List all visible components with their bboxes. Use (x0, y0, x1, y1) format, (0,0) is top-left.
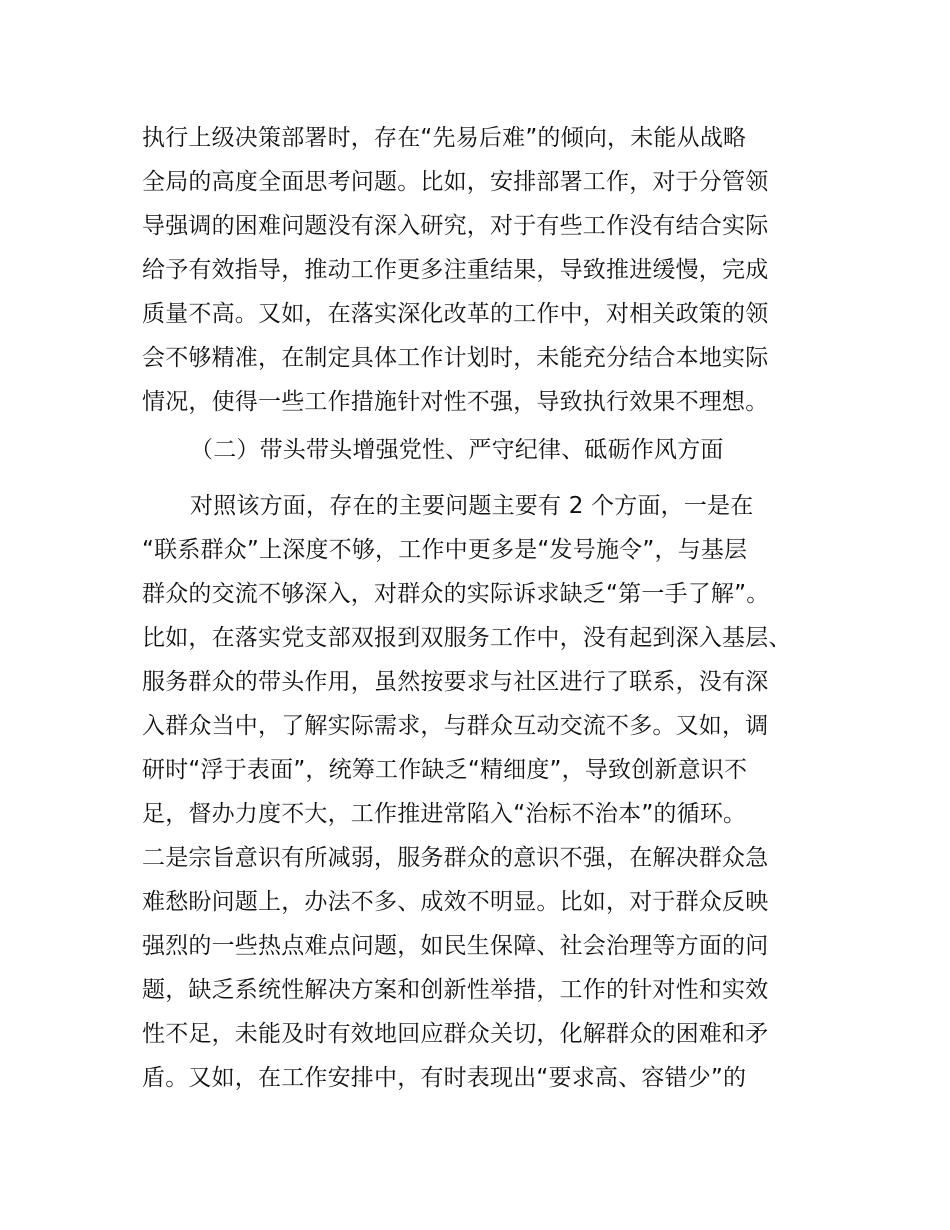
text-line: 盾。又如，在工作安排中，有时表现出“要求高、容错少”的 (142, 1065, 747, 1091)
text-line: 会不够精准，在制定具体工作计划时，未能充分结合本地实际 (142, 345, 769, 371)
paragraph-first-line: 对照该方面，存在的主要问题主要有 2 个方面，一是在 (190, 493, 754, 519)
text-line: 全局的高度全面思考问题。比如，安排部署工作，对于分管领 (142, 169, 769, 195)
text-line: 入群众当中，了解实际需求，与群众互动交流不多。又如，调 (142, 713, 769, 739)
text-line: 强烈的一些热点难点问题，如民生保障、社会治理等方面的问 (142, 933, 769, 959)
section-heading: （二）带头带头增强党性、严守纪律、砥砺作风方面 (190, 437, 724, 463)
text-line: 导强调的困难问题没有深入研究，对于有些工作没有结合实际 (142, 213, 769, 239)
text-line: “联系群众”上深度不够，工作中更多是“发号施令”，与基层 (142, 537, 748, 563)
text-line: 服务群众的带头作用，虽然按要求与社区进行了联系，没有深 (142, 669, 769, 695)
text-line: 二是宗旨意识有所减弱，服务群众的意识不强，在解决群众急 (142, 845, 769, 871)
text-line: 足，督办力度不大，工作推进常陷入“治标不治本”的循环。 (142, 801, 747, 827)
text-line: 执行上级决策部署时，存在“先易后难”的倾向，未能从战略 (142, 125, 747, 151)
text-line: 性不足，未能及时有效地回应群众关切，化解群众的困难和矛 (142, 1021, 769, 1047)
text-line: 研时“浮于表面”，统筹工作缺乏“精细度”，导致创新意识不 (142, 757, 748, 783)
text-line: 质量不高。又如，在落实深化改革的工作中，对相关政策的领 (142, 301, 769, 327)
text-line: 题，缺乏系统性解决方案和创新性举措，工作的针对性和实效 (142, 977, 769, 1003)
text-line: 给予有效指导，推动工作更多注重结果，导致推进缓慢，完成 (142, 257, 769, 283)
text-line: 比如，在落实党支部双报到双服务工作中，没有起到深入基层、 (142, 625, 792, 651)
text-line: 群众的交流不够深入，对群众的实际诉求缺乏“第一手了解”。 (142, 581, 770, 607)
text-line: 难愁盼问题上，办法不多、成效不明显。比如，对于群众反映 (142, 889, 769, 915)
text-line: 情况，使得一些工作措施针对性不强，导致执行效果不理想。 (142, 389, 769, 415)
